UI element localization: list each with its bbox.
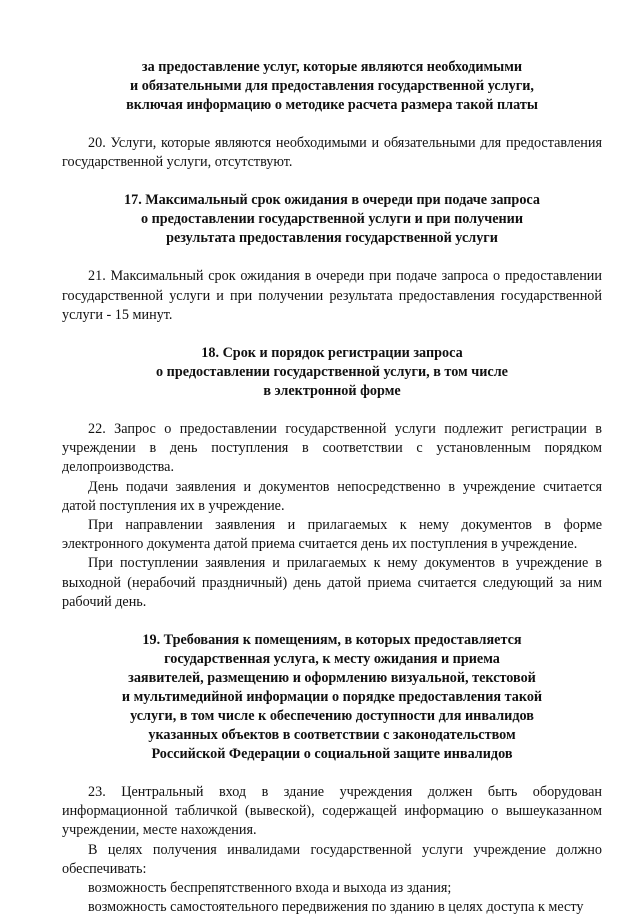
heading-line: 19. Требования к помещениям, в которых предоставляется: [142, 632, 522, 649]
paragraph-21: 21. Максимальный срок ожидания в очереди при подаче запроса о предоставлении государственной услуги и при получении результата предоставления государственной услуги - 15 минут.: [62, 268, 602, 323]
section-17-heading: [62, 191, 602, 248]
heading-line: заявителей, размещению и оформлению визуальной, текстовой: [128, 670, 536, 687]
paragraph-23-entry-exit: возможность беспрепятственного входа и выхода из здания;: [88, 880, 452, 897]
heading-line: включая информацию о методике расчета размера такой платы: [126, 97, 538, 113]
paragraph-23-accessibility: В целях получения инвалидами государственной услуги учреждение должно обеспечивать:: [62, 841, 602, 877]
paragraph-22-electronic: При направлении заявления и прилагаемых к нему документов в форме электронного документа датой приема считается день их поступления в учреждение.: [62, 517, 602, 553]
heading-line: о предоставлении государственной услуги и при получении: [140, 211, 524, 228]
heading-line: за предоставление услуг, которые являются необходимыми: [141, 59, 523, 75]
paragraph-22-weekend: При поступлении заявления и прилагаемых к нему документов в учреждение в выходной (нерабочий праздничный) день датой приема считается следующий за ним рабочий день.: [62, 555, 602, 610]
heading-line: о предоставлении государственной услуги, в том числе: [156, 364, 508, 381]
heading-line: и обязательными для предоставления государственной услуги,: [130, 78, 534, 94]
heading-line: государственная услуга, к месту ожидания и приема: [164, 651, 500, 668]
paragraph-23: 23. Центральный вход в здание учреждения должен быть оборудован информационной табличкой (вывеской), содержащей информацию о вышеуказанном учреждении, месте нахождения.: [62, 784, 602, 839]
heading-line: 17. Максимальный срок ожидания в очереди при подаче запроса: [124, 192, 540, 209]
heading-line: 18. Срок и порядок регистрации запроса: [201, 345, 463, 362]
paragraph-20: 20. Услуги, которые являются необходимыми и обязательными для предоставления государственной услуги, отсутствуют.: [62, 135, 602, 171]
section-18-heading: [62, 344, 602, 401]
heading-line: услуги, в том числе к обеспечению доступности для инвалидов: [130, 708, 534, 725]
paragraph-22-day-of-submission: День подачи заявления и документов непосредственно в учреждение считается датой поступления их в учреждение.: [62, 478, 602, 514]
heading-line: и мультимедийной информации о порядке предоставления такой: [121, 689, 543, 706]
paragraph-23-movement: возможность самостоятельного передвижения по зданию в целях доступа к месту: [88, 899, 584, 916]
heading-line: в электронной форме: [263, 383, 401, 400]
heading-line: результата предоставления государственной услуги: [166, 230, 498, 247]
document-page: [62, 58, 602, 917]
heading-line: Российской Федерации о социальной защите инвалидов: [151, 746, 513, 763]
section-16-heading-tail: [62, 58, 602, 115]
section-19-heading: [62, 631, 602, 764]
heading-line: указанных объектов в соответствии с законодательством: [148, 727, 516, 744]
paragraph-22: 22. Запрос о предоставлении государственной услуги подлежит регистрации в учреждении в день поступления в соответствии с установленным порядком делопроизводства.: [62, 421, 602, 476]
